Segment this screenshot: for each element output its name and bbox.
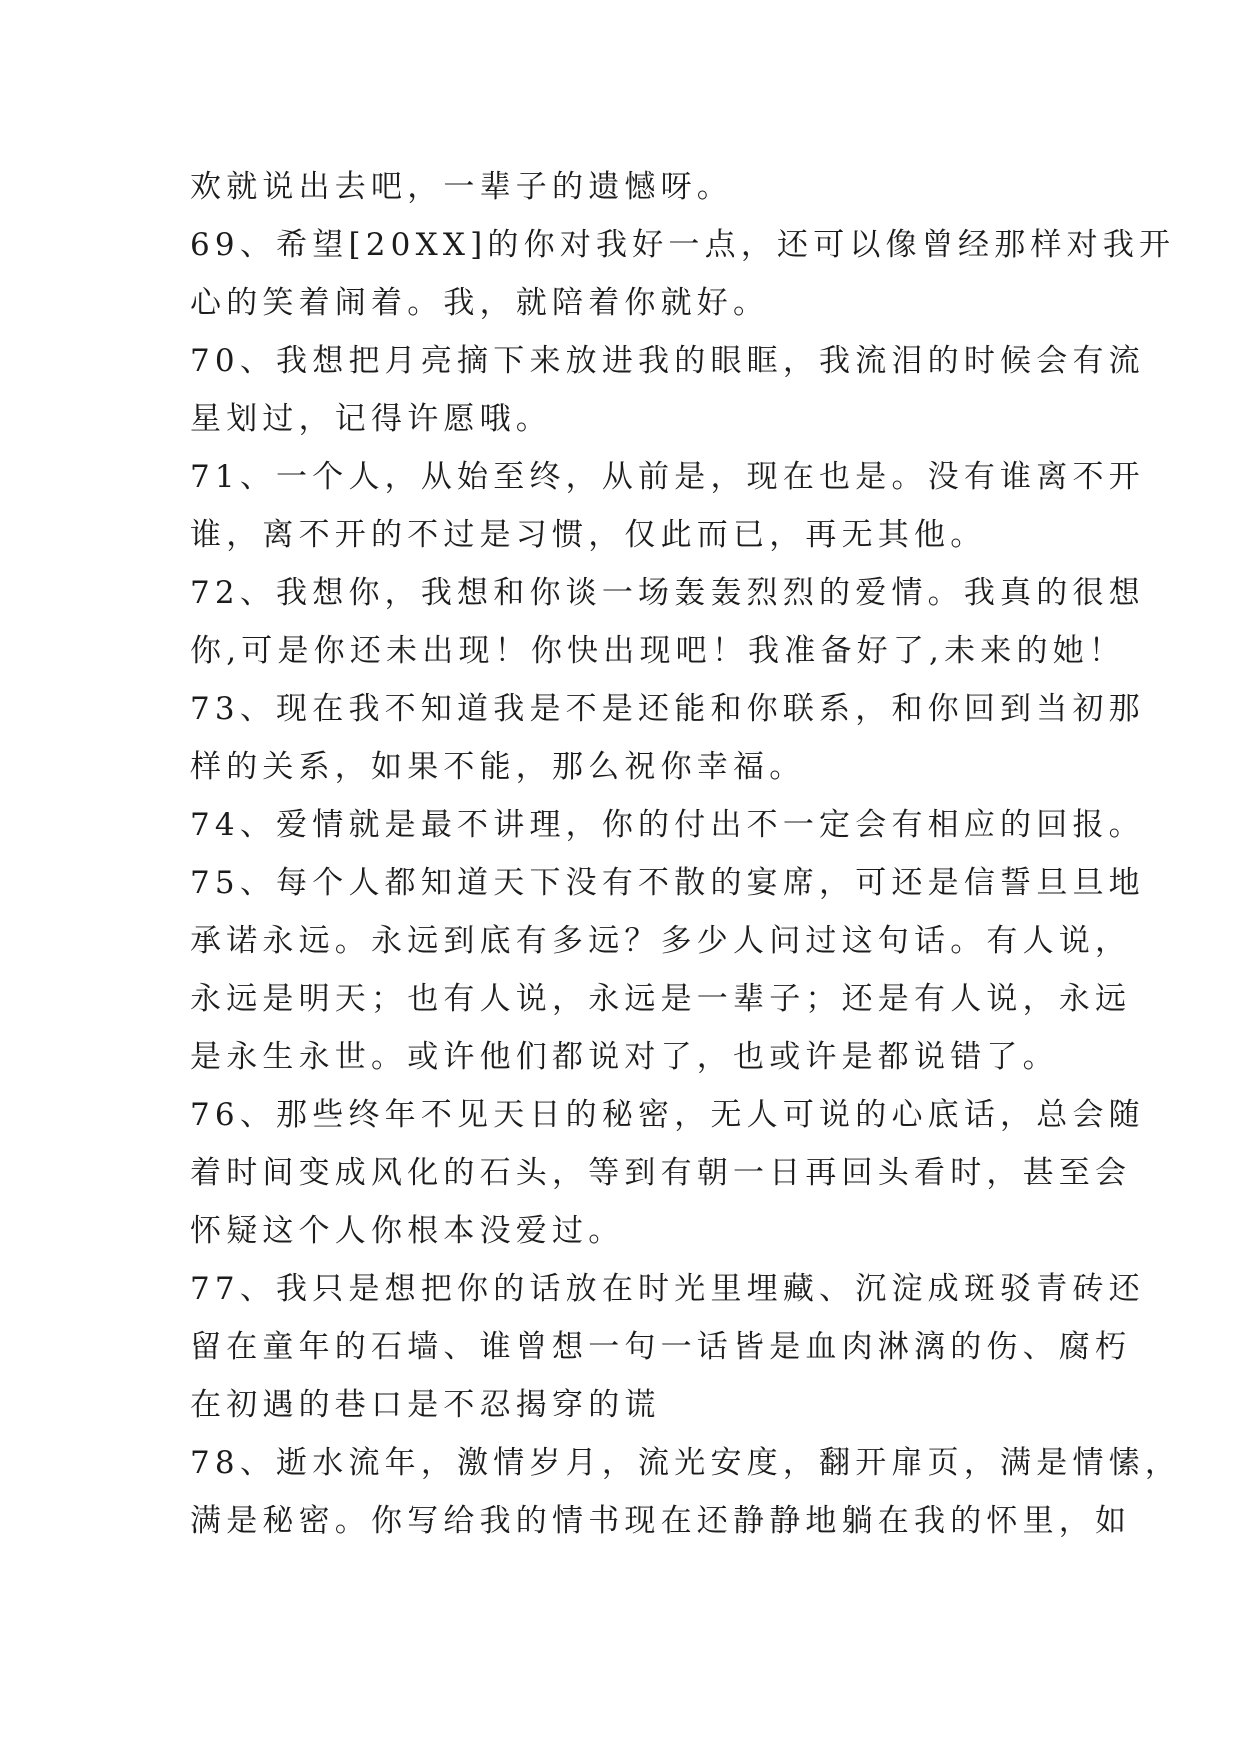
text-line: 你,可是你还未出现！你快出现吧！我准备好了,未来的她！ <box>190 633 1126 669</box>
text-line: 谁，离不开的不过是习惯，仅此而已，再无其他。 <box>190 517 987 553</box>
text-line: 69、希望[20XX]的你对我好一点，还可以像曾经那样对我开 <box>190 227 1176 263</box>
text-line: 73、现在我不知道我是不是还能和你联系，和你回到当初那 <box>190 691 1145 727</box>
text-line: 怀疑这个人你根本没爱过。 <box>190 1213 625 1249</box>
text-line: 欢就说出去吧，一辈子的遗憾呀。 <box>190 169 733 205</box>
text-line: 留在童年的石墙、谁曾想一句一话皆是血肉淋漓的伤、腐朽 <box>190 1329 1132 1365</box>
text-line: 是永生永世。或许他们都说对了，也或许是都说错了。 <box>190 1039 1059 1075</box>
text-line: 着时间变成风化的石头，等到有朝一日再回头看时，甚至会 <box>190 1155 1132 1191</box>
text-line: 72、我想你，我想和你谈一场轰轰烈烈的爱情。我真的很想 <box>190 575 1145 611</box>
text-line: 在初遇的巷口是不忍揭穿的谎 <box>190 1387 661 1423</box>
text-line: 74、爱情就是最不讲理，你的付出不一定会有相应的回报。 <box>190 807 1145 843</box>
text-line: 星划过，记得许愿哦。 <box>190 401 552 437</box>
text-line: 样的关系，如果不能，那么祝你幸福。 <box>190 749 806 785</box>
text-line: 承诺永远。永远到底有多远？多少人问过这句话。有人说， <box>190 923 1132 959</box>
text-line: 77、我只是想把你的话放在时光里埋藏、沉淀成斑驳青砖还 <box>190 1271 1145 1307</box>
text-line: 70、我想把月亮摘下来放进我的眼眶，我流泪的时候会有流 <box>190 343 1145 379</box>
text-line: 75、每个人都知道天下没有不散的宴席，可还是信誓旦旦地 <box>190 865 1145 901</box>
text-line: 永远是明天；也有人说，永远是一辈子；还是有人说，永远 <box>190 981 1132 1017</box>
text-line: 71、一个人，从始至终，从前是，现在也是。没有谁离不开 <box>190 459 1145 495</box>
text-line: 76、那些终年不见天日的秘密，无人可说的心底话，总会随 <box>190 1097 1145 1133</box>
text-line: 满是秘密。你写给我的情书现在还静静地躺在我的怀里，如 <box>190 1503 1132 1539</box>
document-body <box>190 158 1182 1550</box>
text-line: 78、逝水流年，激情岁月，流光安度，翻开扉页，满是情愫， <box>190 1445 1182 1481</box>
text-line: 心的笑着闹着。我，就陪着你就好。 <box>190 285 770 321</box>
